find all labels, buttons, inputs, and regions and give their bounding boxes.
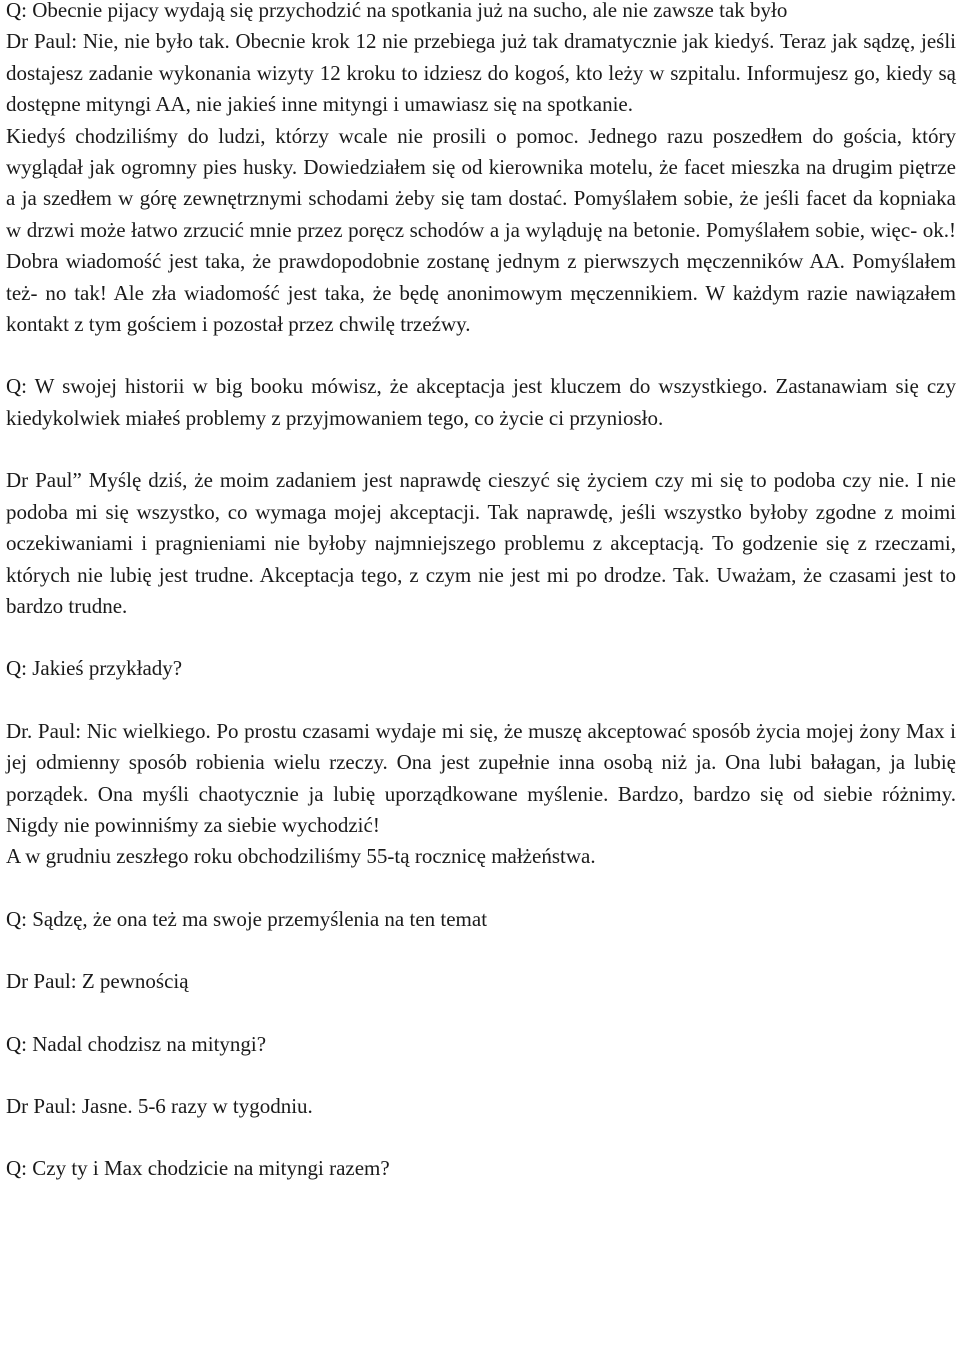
paragraph-text: Dr Paul: Nie, nie było tak. Obecnie krok 12 nie przebiega już tak dramatycznie jak kiedyś. Teraz jak sądzę, jeśli dostajesz zadanie wykonania wizyty 12 kroku to idziesz do kogoś, kto leży w szpitalu. Informujesz go, kiedy są dostępne mityngi AA, nie jakieś inne mityngi i umawiasz się na spotkanie. [6,29,956,117]
paragraph-text: Q: Obecnie pijacy wydają się przychodzić na spotkania już na sucho, ale nie zawsze tak było [6,0,788,22]
paragraph-text: Q: Nadal chodzisz na mityngi? [6,1031,267,1056]
answer-paragraph [6,465,956,622]
paragraph-text: Dr Paul” Myślę dziś, że moim zadaniem jest naprawdę cieszyć się życiem czy mi się to podoba czy nie. I nie podoba mi się wszystko, co wymaga mojej akceptacji. Tak naprawdę, jeśli wszystko byłoby zgodne z moimi oczekiwaniami i pragnieniami nie byłoby najmniejszego problemu z akceptacją. To godzenie się z rzeczami, których nie lubię jest trudne. Akceptacja tego, z czym nie jest mi po drodze. Tak. Uważam, że czasami jest to bardzo trudne. [6,468,956,618]
paragraph-text: Dr Paul: Z pewnością [6,969,189,994]
answer-paragraph-continued [6,121,956,341]
answer-paragraph [6,26,956,120]
paragraph-text: Dr. Paul: Nic wielkiego. Po prostu czasami wydaje mi się, że muszę akceptować sposób życia mojej żony Max i jej odmienny sposób robienia wielu rzeczy. Ona jest zupełnie inna osobą niż ja. Ona lubi bałagan, ja lubię porządek. Ona myśli chaotycznie ja lubię uporządkowane myślenie. Bardzo, bardzo się od siebie różnimy. Nigdy nie powinniśmy za siebie wychodzić! [6,718,956,837]
paragraph-text: A w grudniu zeszłego roku obchodziliśmy 55-tą rocznicę małżeństwa. [6,844,596,869]
answer-paragraph-continued [6,841,956,872]
question-paragraph [6,1153,956,1184]
paragraph-text: Q: Jakieś przykłady? [6,656,183,681]
answer-paragraph [6,716,956,842]
paragraph-text: Kiedyś chodziliśmy do ludzi, którzy wcale nie prosili o pomoc. Jednego razu poszedłem do gościa, który wyglądał jak ogromny pies husky. Dowiedziałem się od kierownika motelu, że facet mieszka na drugim piętrze a ja szedłem w górę zewnętrznymi schodami żeby się tam dostać. Pomyślałem sobie, że jeśli facet da kopniaka w drzwi może łatwo zrzucić mnie przez poręcz schodów a ja wyląduję na betonie. Pomyślałem sobie, więc- ok.! Dobra wiadomość jest taka, że prawdopodobnie zostanę jednym z pierwszych męczenników AA. Pomyślałem też- no tak! Ale zła wiadomość jest taka, że będę anonimowym męczennikiem. W każdym razie nawiązałem kontakt z tym gościem i pozostał przez chwilę trzeźwy. [6,123,956,337]
paragraph-text: Q: W swojej historii w big booku mówisz, że akceptacja jest kluczem do wszystkiego. Zastanawiam się czy kiedykolwiek miałeś problemy z przyjmowaniem tego, co życie ci przyniosło. [6,374,956,430]
paragraph-text: Q: Czy ty i Max chodzicie na mityngi razem? [6,1156,390,1181]
question-paragraph [6,653,956,684]
answer-paragraph [6,1091,956,1122]
question-paragraph [6,0,956,26]
answer-paragraph [6,966,956,997]
question-paragraph [6,371,956,434]
question-paragraph [6,1029,956,1060]
paragraph-text: Q: Sądzę, że ona też ma swoje przemyślenia na ten temat [6,906,488,931]
question-paragraph [6,904,956,935]
paragraph-text: Dr Paul: Jasne. 5-6 razy w tygodniu. [6,1093,313,1118]
